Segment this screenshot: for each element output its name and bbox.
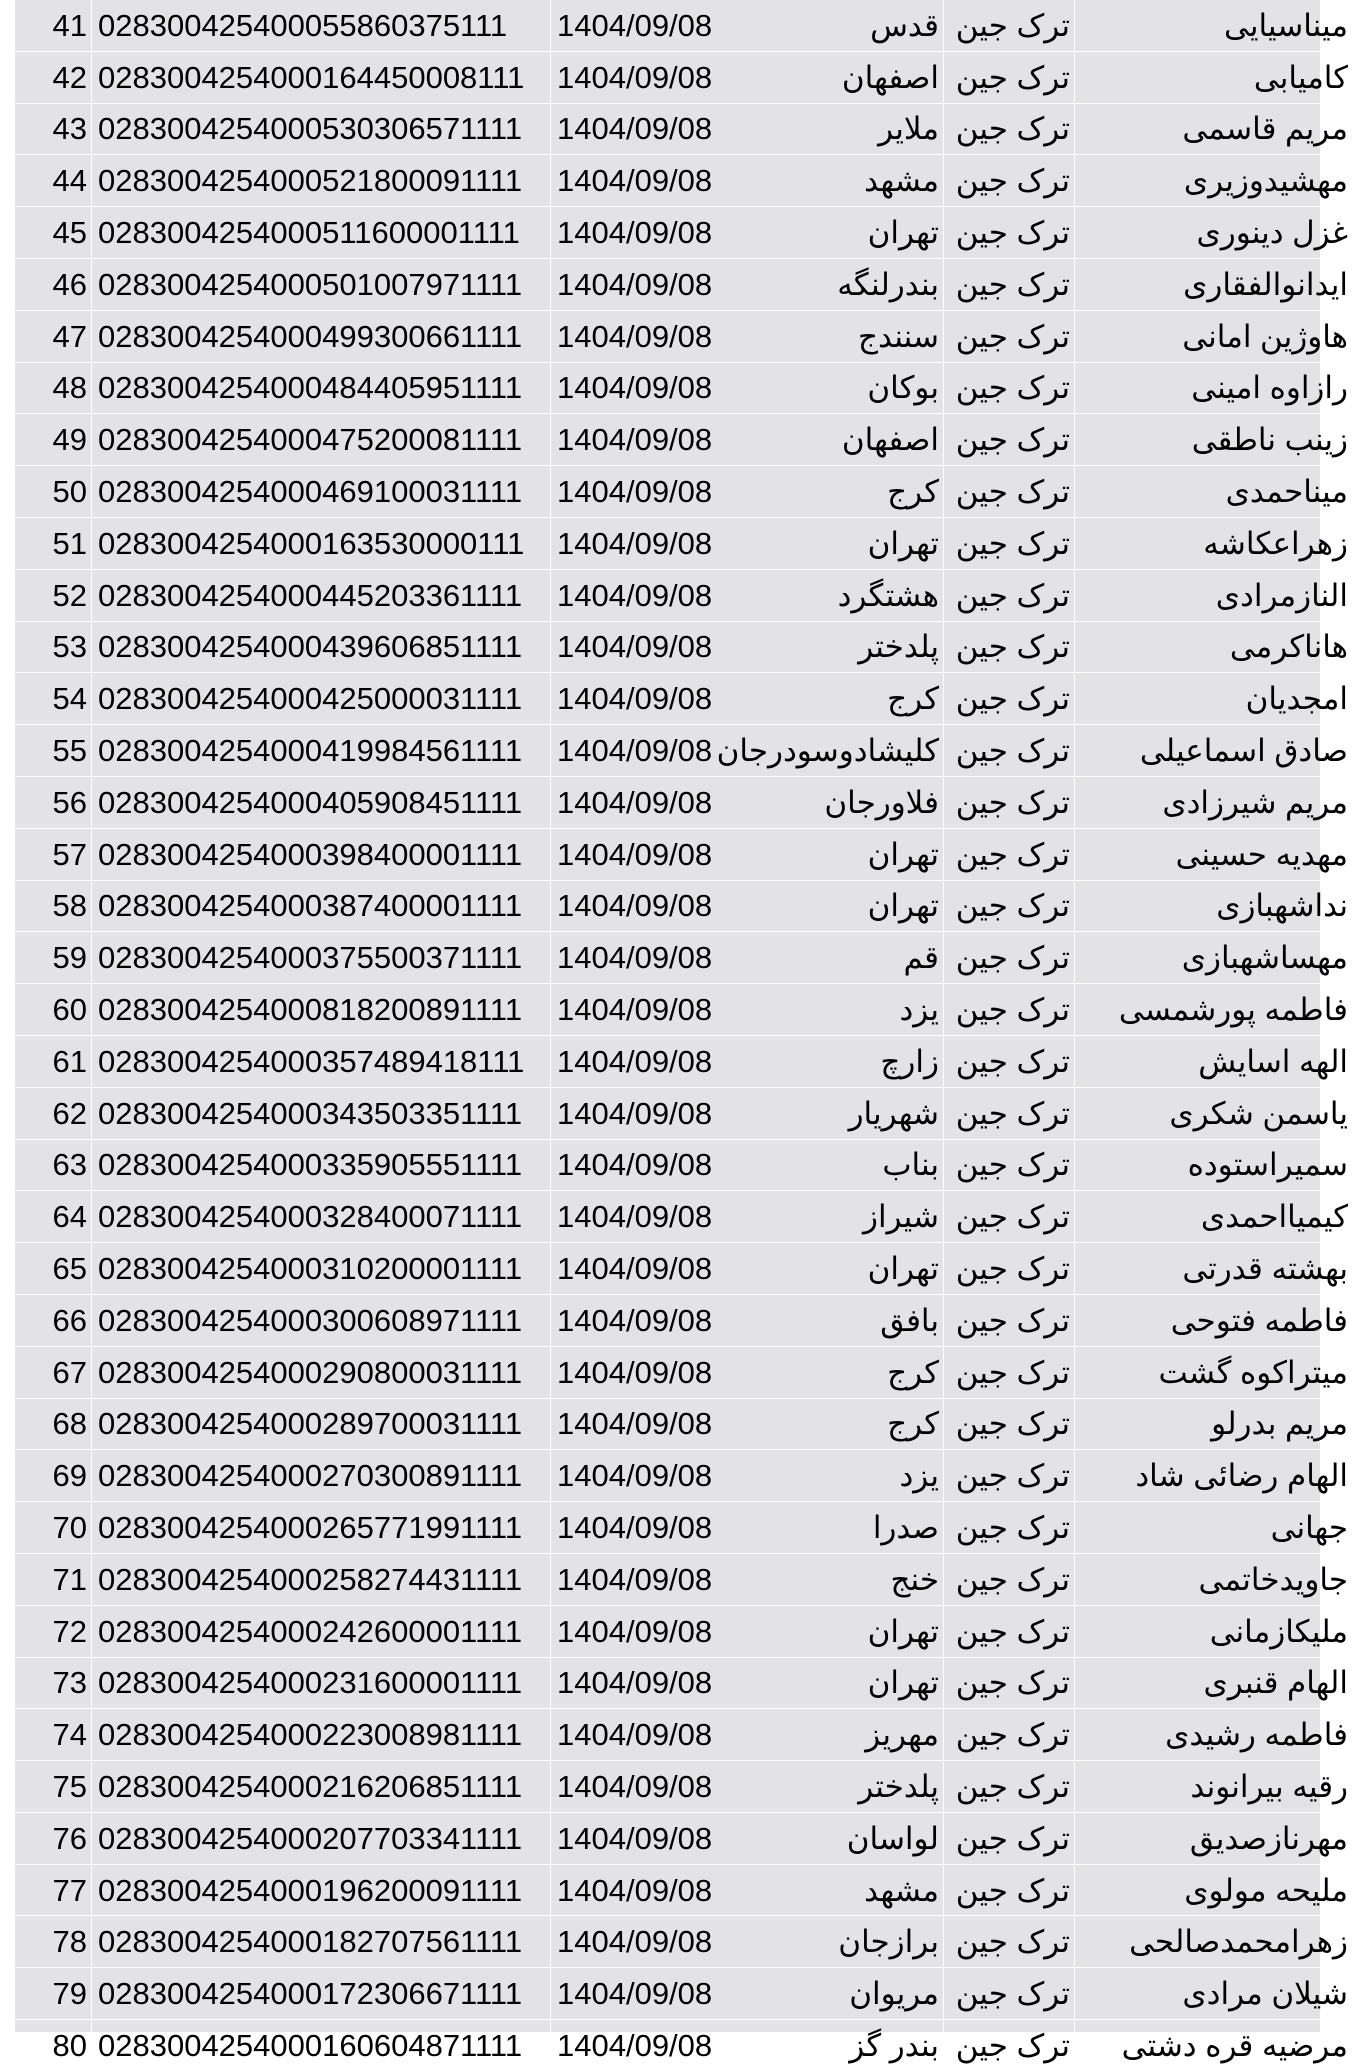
- brand-cell: ترک جین: [944, 1709, 1075, 1761]
- tracking-code-cell: 0283004254000398400001111: [92, 828, 551, 880]
- brand-cell: ترک جین: [944, 517, 1075, 569]
- date-cell: 1404/09/08: [551, 1243, 741, 1295]
- table-row: [15, 51, 1352, 103]
- brand-cell: ترک جین: [944, 1398, 1075, 1450]
- tracking-code-cell: 0283004254000310200001111: [92, 1243, 551, 1295]
- customer-name-cell: رقیه بیرانوند: [1075, 1761, 1352, 1813]
- brand-cell: ترک جین: [944, 932, 1075, 984]
- table-row: [15, 880, 1352, 932]
- table-row: [15, 569, 1352, 621]
- tracking-code-cell: 0283004254000405908451111: [92, 776, 551, 828]
- brand-cell: ترک جین: [944, 414, 1075, 466]
- customer-name-cell: ملیکازمانی: [1075, 1605, 1352, 1657]
- brand-cell: ترک جین: [944, 1812, 1075, 1864]
- table-row: [15, 1243, 1352, 1295]
- row-number-cell: 58: [15, 880, 92, 932]
- table-row: [15, 1139, 1352, 1191]
- customer-name-cell: مهرنازصدیق: [1075, 1812, 1352, 1864]
- customer-name-cell: یاسمن شکری: [1075, 1087, 1352, 1139]
- tracking-code-cell: 0283004254000521800091111: [92, 155, 551, 207]
- brand-cell: ترک جین: [944, 1864, 1075, 1916]
- date-cell: 1404/09/08: [551, 1294, 741, 1346]
- date-cell: 1404/09/08: [551, 207, 741, 259]
- city-cell: تهران: [740, 517, 944, 569]
- table-row: [15, 932, 1352, 984]
- date-cell: 1404/09/08: [551, 828, 741, 880]
- table-row: [15, 1035, 1352, 1087]
- customer-name-cell: فاطمه فتوحی: [1075, 1294, 1352, 1346]
- tracking-code-cell: 0283004254000216206851111: [92, 1761, 551, 1813]
- tracking-code-cell: 0283004254000425000031111: [92, 673, 551, 725]
- brand-cell: ترک جین: [944, 1761, 1075, 1813]
- tracking-code-cell: 0283004254000484405951111: [92, 362, 551, 414]
- date-cell: 1404/09/08: [551, 1087, 741, 1139]
- table-row: [15, 725, 1352, 777]
- tracking-code-cell: 0283004254000818200891111: [92, 984, 551, 1036]
- row-number-cell: 54: [15, 673, 92, 725]
- customer-name-cell: مریم قاسمی: [1075, 103, 1352, 155]
- tracking-code-cell: 0283004254000270300891111: [92, 1450, 551, 1502]
- row-number-cell: 79: [15, 1968, 92, 2020]
- city-cell: صدرا: [740, 1502, 944, 1554]
- city-cell: کرج: [740, 1346, 944, 1398]
- row-number-cell: 45: [15, 207, 92, 259]
- date-cell: 1404/09/08: [551, 2020, 741, 2072]
- row-number-cell: 51: [15, 517, 92, 569]
- brand-cell: ترک جین: [944, 103, 1075, 155]
- date-cell: 1404/09/08: [551, 725, 741, 777]
- customer-name-cell: هاوژین امانی: [1075, 310, 1352, 362]
- row-number-cell: 80: [15, 2020, 92, 2072]
- city-cell: بافق: [740, 1294, 944, 1346]
- brand-cell: ترک جین: [944, 725, 1075, 777]
- city-cell: اصفهان: [740, 51, 944, 103]
- row-number-cell: 75: [15, 1761, 92, 1813]
- customer-name-cell: رازاوه امینی: [1075, 362, 1352, 414]
- city-cell: یزد: [740, 1450, 944, 1502]
- table-row: [15, 0, 1352, 51]
- tracking-code-cell: 0283004254000387400001111: [92, 880, 551, 932]
- row-number-cell: 61: [15, 1035, 92, 1087]
- customer-name-cell: مهدیه حسینی: [1075, 828, 1352, 880]
- tracking-code-cell: 0283004254000343503351111: [92, 1087, 551, 1139]
- date-cell: 1404/09/08: [551, 1139, 741, 1191]
- date-cell: 1404/09/08: [551, 1657, 741, 1709]
- customer-name-cell: زینب ناطقی: [1075, 414, 1352, 466]
- table-row: [15, 466, 1352, 518]
- city-cell: خنج: [740, 1553, 944, 1605]
- date-cell: 1404/09/08: [551, 1450, 741, 1502]
- tracking-code-cell: 0283004254000207703341111: [92, 1812, 551, 1864]
- date-cell: 1404/09/08: [551, 984, 741, 1036]
- city-cell: بندرلنگه: [740, 258, 944, 310]
- row-number-cell: 42: [15, 51, 92, 103]
- row-number-cell: 76: [15, 1812, 92, 1864]
- row-number-cell: 57: [15, 828, 92, 880]
- tracking-code-cell: 0283004254000172306671111: [92, 1968, 551, 2020]
- date-cell: 1404/09/08: [551, 258, 741, 310]
- city-cell: شهریار: [740, 1087, 944, 1139]
- city-cell: شیراز: [740, 1191, 944, 1243]
- brand-cell: ترک جین: [944, 1139, 1075, 1191]
- table-row: [15, 517, 1352, 569]
- row-number-cell: 59: [15, 932, 92, 984]
- date-cell: 1404/09/08: [551, 0, 741, 51]
- date-cell: 1404/09/08: [551, 880, 741, 932]
- date-cell: 1404/09/08: [551, 1035, 741, 1087]
- row-number-cell: 74: [15, 1709, 92, 1761]
- date-cell: 1404/09/08: [551, 1605, 741, 1657]
- city-cell: تهران: [740, 828, 944, 880]
- table-row: [15, 621, 1352, 673]
- customer-name-cell: سمیراستوده: [1075, 1139, 1352, 1191]
- table-row: [15, 1812, 1352, 1864]
- tracking-code-cell: 0283004254000164450008111: [92, 51, 551, 103]
- date-cell: 1404/09/08: [551, 362, 741, 414]
- table-row: [15, 1761, 1352, 1813]
- customer-name-cell: غزل دینوری: [1075, 207, 1352, 259]
- city-cell: زارچ: [740, 1035, 944, 1087]
- brand-cell: ترک جین: [944, 1243, 1075, 1295]
- city-cell: مریوان: [740, 1968, 944, 2020]
- row-number-cell: 62: [15, 1087, 92, 1139]
- date-cell: 1404/09/08: [551, 621, 741, 673]
- city-cell: لواسان: [740, 1812, 944, 1864]
- table-row: [15, 1916, 1352, 1968]
- tracking-code-cell: 0283004254000223008981111: [92, 1709, 551, 1761]
- table-row: [15, 1294, 1352, 1346]
- table-row: [15, 103, 1352, 155]
- date-cell: 1404/09/08: [551, 466, 741, 518]
- brand-cell: ترک جین: [944, 2020, 1075, 2072]
- tracking-code-cell: 0283004254000357489418111: [92, 1035, 551, 1087]
- date-cell: 1404/09/08: [551, 932, 741, 984]
- customer-name-cell: زهراعکاشه: [1075, 517, 1352, 569]
- table-row: [15, 1191, 1352, 1243]
- tracking-code-cell: 028300425400055860375111: [92, 0, 551, 51]
- city-cell: پلدختر: [740, 1761, 944, 1813]
- customer-name-cell: مریم شیرزادی: [1075, 776, 1352, 828]
- brand-cell: ترک جین: [944, 1191, 1075, 1243]
- city-cell: تهران: [740, 207, 944, 259]
- customer-name-cell: مهشیدوزیری: [1075, 155, 1352, 207]
- customer-name-cell: میتراکوه گشت: [1075, 1346, 1352, 1398]
- city-cell: کرج: [740, 466, 944, 518]
- table-row: [15, 1450, 1352, 1502]
- tracking-code-cell: 0283004254000439606851111: [92, 621, 551, 673]
- tracking-code-cell: 0283004254000469100031111: [92, 466, 551, 518]
- tracking-code-cell: 0283004254000265771991111: [92, 1502, 551, 1554]
- table-row: [15, 776, 1352, 828]
- tracking-code-cell: 0283004254000160604871111: [92, 2020, 551, 2072]
- tracking-code-cell: 0283004254000530306571111: [92, 103, 551, 155]
- city-cell: سنندج: [740, 310, 944, 362]
- row-number-cell: 66: [15, 1294, 92, 1346]
- date-cell: 1404/09/08: [551, 1553, 741, 1605]
- customer-name-cell: کامیابی: [1075, 51, 1352, 103]
- row-number-cell: 47: [15, 310, 92, 362]
- row-number-cell: 72: [15, 1605, 92, 1657]
- date-cell: 1404/09/08: [551, 673, 741, 725]
- date-cell: 1404/09/08: [551, 310, 741, 362]
- table-row: [15, 1864, 1352, 1916]
- tracking-code-cell: 0283004254000231600001111: [92, 1657, 551, 1709]
- date-cell: 1404/09/08: [551, 1864, 741, 1916]
- brand-cell: ترک جین: [944, 466, 1075, 518]
- tracking-code-cell: 0283004254000499300661111: [92, 310, 551, 362]
- brand-cell: ترک جین: [944, 984, 1075, 1036]
- customer-name-cell: النازمرادی: [1075, 569, 1352, 621]
- customer-name-cell: کیمیااحمدی: [1075, 1191, 1352, 1243]
- date-cell: 1404/09/08: [551, 569, 741, 621]
- brand-cell: ترک جین: [944, 1346, 1075, 1398]
- customer-name-cell: فاطمه رشیدی: [1075, 1709, 1352, 1761]
- row-number-cell: 70: [15, 1502, 92, 1554]
- customer-name-cell: الهام رضائی شاد: [1075, 1450, 1352, 1502]
- city-cell: کلیشادوسودرجان: [740, 725, 944, 777]
- row-number-cell: 73: [15, 1657, 92, 1709]
- row-number-cell: 68: [15, 1398, 92, 1450]
- date-cell: 1404/09/08: [551, 517, 741, 569]
- row-number-cell: 41: [15, 0, 92, 51]
- table-row: [15, 1709, 1352, 1761]
- tracking-code-cell: 0283004254000163530000111: [92, 517, 551, 569]
- customer-name-cell: نداشهبازی: [1075, 880, 1352, 932]
- row-number-cell: 77: [15, 1864, 92, 1916]
- city-cell: تهران: [740, 880, 944, 932]
- brand-cell: ترک جین: [944, 828, 1075, 880]
- date-cell: 1404/09/08: [551, 414, 741, 466]
- city-cell: کرج: [740, 673, 944, 725]
- city-cell: تهران: [740, 1243, 944, 1295]
- customer-name-cell: الهام قنبری: [1075, 1657, 1352, 1709]
- tracking-code-cell: 0283004254000501007971111: [92, 258, 551, 310]
- tracking-code-cell: 0283004254000419984561111: [92, 725, 551, 777]
- table-row: [15, 1087, 1352, 1139]
- date-cell: 1404/09/08: [551, 776, 741, 828]
- table-row: [15, 1553, 1352, 1605]
- row-number-cell: 55: [15, 725, 92, 777]
- table-row: [15, 310, 1352, 362]
- brand-cell: ترک جین: [944, 621, 1075, 673]
- tracking-code-cell: 0283004254000300608971111: [92, 1294, 551, 1346]
- brand-cell: ترک جین: [944, 1968, 1075, 2020]
- brand-cell: ترک جین: [944, 0, 1075, 51]
- tracking-code-cell: 0283004254000511600001111: [92, 207, 551, 259]
- tracking-code-cell: 0283004254000375500371111: [92, 932, 551, 984]
- table-row: [15, 258, 1352, 310]
- table-row: [15, 1968, 1352, 2020]
- brand-cell: ترک جین: [944, 1502, 1075, 1554]
- date-cell: 1404/09/08: [551, 1191, 741, 1243]
- customer-name-cell: مریم بدرلو: [1075, 1398, 1352, 1450]
- date-cell: 1404/09/08: [551, 51, 741, 103]
- customer-name-cell: الهه اسایش: [1075, 1035, 1352, 1087]
- shipment-table: [15, 0, 1352, 2072]
- brand-cell: ترک جین: [944, 310, 1075, 362]
- city-cell: اصفهان: [740, 414, 944, 466]
- row-number-cell: 56: [15, 776, 92, 828]
- brand-cell: ترک جین: [944, 1605, 1075, 1657]
- table-row: [15, 984, 1352, 1036]
- city-cell: فلاورجان: [740, 776, 944, 828]
- city-cell: کرج: [740, 1398, 944, 1450]
- table-row: [15, 1657, 1352, 1709]
- row-number-cell: 78: [15, 1916, 92, 1968]
- table-row: [15, 414, 1352, 466]
- brand-cell: ترک جین: [944, 258, 1075, 310]
- row-number-cell: 43: [15, 103, 92, 155]
- table-row: [15, 362, 1352, 414]
- city-cell: بوکان: [740, 362, 944, 414]
- city-cell: مشهد: [740, 155, 944, 207]
- city-cell: پلدختر: [740, 621, 944, 673]
- city-cell: تهران: [740, 1605, 944, 1657]
- tracking-code-cell: 0283004254000335905551111: [92, 1139, 551, 1191]
- city-cell: هشتگرد: [740, 569, 944, 621]
- row-number-cell: 67: [15, 1346, 92, 1398]
- brand-cell: ترک جین: [944, 1553, 1075, 1605]
- date-cell: 1404/09/08: [551, 1502, 741, 1554]
- customer-name-cell: میناسیایی: [1075, 0, 1352, 51]
- table-body: [15, 0, 1352, 2071]
- customer-name-cell: شیلان مرادی: [1075, 1968, 1352, 2020]
- brand-cell: ترک جین: [944, 880, 1075, 932]
- city-cell: تهران: [740, 1657, 944, 1709]
- tracking-code-cell: 0283004254000328400071111: [92, 1191, 551, 1243]
- city-cell: برازجان: [740, 1916, 944, 1968]
- customer-name-cell: جاویدخاتمی: [1075, 1553, 1352, 1605]
- customer-name-cell: جهانی: [1075, 1502, 1352, 1554]
- brand-cell: ترک جین: [944, 1916, 1075, 1968]
- row-number-cell: 49: [15, 414, 92, 466]
- date-cell: 1404/09/08: [551, 155, 741, 207]
- table-row: [15, 2020, 1352, 2072]
- table-row: [15, 1502, 1352, 1554]
- row-number-cell: 52: [15, 569, 92, 621]
- table-row: [15, 673, 1352, 725]
- city-cell: مهریز: [740, 1709, 944, 1761]
- date-cell: 1404/09/08: [551, 1761, 741, 1813]
- tracking-code-cell: 0283004254000445203361111: [92, 569, 551, 621]
- row-number-cell: 48: [15, 362, 92, 414]
- row-number-cell: 50: [15, 466, 92, 518]
- row-number-cell: 60: [15, 984, 92, 1036]
- date-cell: 1404/09/08: [551, 1968, 741, 2020]
- brand-cell: ترک جین: [944, 776, 1075, 828]
- brand-cell: ترک جین: [944, 569, 1075, 621]
- date-cell: 1404/09/08: [551, 1812, 741, 1864]
- row-number-cell: 65: [15, 1243, 92, 1295]
- table-row: [15, 207, 1352, 259]
- city-cell: ملایر: [740, 103, 944, 155]
- customer-name-cell: امجدیان: [1075, 673, 1352, 725]
- tracking-code-cell: 0283004254000290800031111: [92, 1346, 551, 1398]
- customer-name-cell: مهساشهبازی: [1075, 932, 1352, 984]
- row-number-cell: 63: [15, 1139, 92, 1191]
- tracking-code-cell: 0283004254000242600001111: [92, 1605, 551, 1657]
- customer-name-cell: زهرامحمدصالحی: [1075, 1916, 1352, 1968]
- tracking-code-cell: 0283004254000475200081111: [92, 414, 551, 466]
- tracking-code-cell: 0283004254000196200091111: [92, 1864, 551, 1916]
- date-cell: 1404/09/08: [551, 1916, 741, 1968]
- date-cell: 1404/09/08: [551, 1346, 741, 1398]
- date-cell: 1404/09/08: [551, 103, 741, 155]
- customer-name-cell: فاطمه پورشمسی: [1075, 984, 1352, 1036]
- row-number-cell: 46: [15, 258, 92, 310]
- customer-name-cell: بهشته قدرتی: [1075, 1243, 1352, 1295]
- date-cell: 1404/09/08: [551, 1398, 741, 1450]
- brand-cell: ترک جین: [944, 362, 1075, 414]
- brand-cell: ترک جین: [944, 673, 1075, 725]
- date-cell: 1404/09/08: [551, 1709, 741, 1761]
- tracking-code-cell: 0283004254000182707561111: [92, 1916, 551, 1968]
- row-number-cell: 53: [15, 621, 92, 673]
- tracking-code-cell: 0283004254000289700031111: [92, 1398, 551, 1450]
- brand-cell: ترک جین: [944, 1087, 1075, 1139]
- city-cell: بناب: [740, 1139, 944, 1191]
- brand-cell: ترک جین: [944, 1294, 1075, 1346]
- table-row: [15, 155, 1352, 207]
- customer-name-cell: ملیحه مولوی: [1075, 1864, 1352, 1916]
- row-number-cell: 44: [15, 155, 92, 207]
- customer-name-cell: میناحمدی: [1075, 466, 1352, 518]
- spreadsheet-sheet: [15, 0, 1320, 2032]
- customer-name-cell: صادق اسماعیلی: [1075, 725, 1352, 777]
- city-cell: بندر گز: [740, 2020, 944, 2072]
- table-row: [15, 1605, 1352, 1657]
- brand-cell: ترک جین: [944, 1450, 1075, 1502]
- row-number-cell: 71: [15, 1553, 92, 1605]
- brand-cell: ترک جین: [944, 207, 1075, 259]
- customer-name-cell: هاناکرمی: [1075, 621, 1352, 673]
- table-row: [15, 828, 1352, 880]
- city-cell: یزد: [740, 984, 944, 1036]
- customer-name-cell: مرضیه قره دشتی: [1075, 2020, 1352, 2072]
- brand-cell: ترک جین: [944, 1035, 1075, 1087]
- tracking-code-cell: 0283004254000258274431111: [92, 1553, 551, 1605]
- row-number-cell: 69: [15, 1450, 92, 1502]
- city-cell: مشهد: [740, 1864, 944, 1916]
- brand-cell: ترک جین: [944, 155, 1075, 207]
- city-cell: قم: [740, 932, 944, 984]
- table-row: [15, 1398, 1352, 1450]
- brand-cell: ترک جین: [944, 51, 1075, 103]
- city-cell: قدس: [740, 0, 944, 51]
- table-row: [15, 1346, 1352, 1398]
- brand-cell: ترک جین: [944, 1657, 1075, 1709]
- row-number-cell: 64: [15, 1191, 92, 1243]
- customer-name-cell: ایدانوالفقاری: [1075, 258, 1352, 310]
